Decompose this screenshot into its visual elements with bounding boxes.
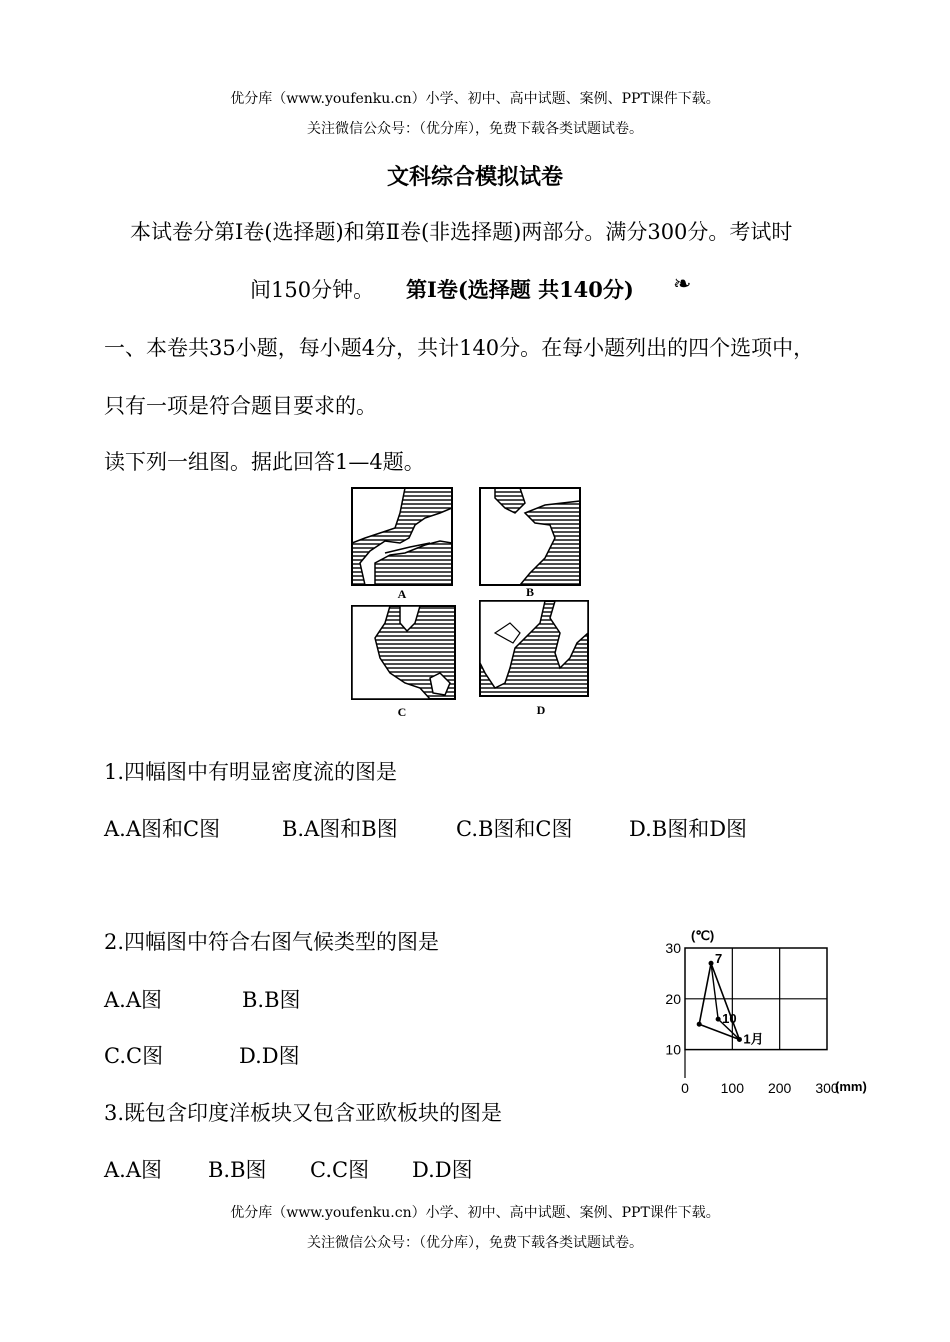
page-title: 文科综合模拟试卷 xyxy=(386,164,563,190)
chart-point-label: 10 xyxy=(722,1011,737,1027)
map-label-c: C xyxy=(397,705,407,719)
footer-line-1: 优分库（www.youfenku.cn）小学、初中、高中试题、案例、PPT课件下载。 xyxy=(230,1205,720,1221)
question-1-option-a[interactable]: A.A图和C图 xyxy=(104,817,221,841)
map-c xyxy=(352,606,455,699)
question-3-option-d[interactable]: D.D图 xyxy=(412,1158,473,1182)
question-3-option-a[interactable]: A.A图 xyxy=(104,1158,163,1182)
chart-y-tick-label: 20 xyxy=(665,990,681,1007)
chart-point-label: 7 xyxy=(715,951,723,967)
question-3-option-c[interactable]: C.C图 xyxy=(310,1158,370,1182)
question-2-option-c[interactable]: C.C图 xyxy=(104,1044,164,1068)
chart-grid xyxy=(665,940,838,1096)
four-maps-figure xyxy=(345,483,595,723)
question-2-option-a[interactable]: A.A图 xyxy=(104,988,163,1012)
question-1-option-d[interactable]: D.B图和D图 xyxy=(629,817,748,841)
chart-y-axis-label: (℃) xyxy=(691,928,715,943)
chart-y-tick-label: 30 xyxy=(665,940,681,956)
footer-line-2: 关注微信公众号：（优分库），免费下载各类试题试卷。 xyxy=(307,1235,643,1251)
instructions-line-2: 只有一项是符合题目要求的。 xyxy=(104,394,377,418)
intro-line-1: 本试卷分第Ⅰ卷(选择题)和第Ⅱ卷(非选择题)两部分。满分300分。考试时 xyxy=(130,220,793,244)
chart-x-tick-label: 300 xyxy=(815,1080,839,1096)
question-2-stem: 2.四幅图中符合右图气候类型的图是 xyxy=(104,930,440,954)
chart-point xyxy=(737,1037,742,1042)
chart-series-line xyxy=(699,963,739,1039)
question-1-option-c[interactable]: C.B图和C图 xyxy=(456,817,573,841)
question-1-stem: 1.四幅图中有明显密度流的图是 xyxy=(104,760,398,784)
header-line-1: 优分库（www.youfenku.cn）小学、初中、高中试题、案例、PPT课件下载。 xyxy=(230,91,720,107)
chart-y-tick-label: 10 xyxy=(665,1041,681,1058)
question-2-option-b[interactable]: B.B图 xyxy=(242,988,301,1012)
map-d xyxy=(480,601,588,696)
ornament-icon: ❧ xyxy=(673,272,692,297)
instructions-line-3: 读下列一组图。据此回答1—4题。 xyxy=(104,450,425,474)
climate-chart xyxy=(655,925,885,1100)
chart-point xyxy=(709,961,714,966)
intro-time: 间150分钟。 xyxy=(250,278,375,302)
map-label-b: B xyxy=(525,585,535,599)
question-2-option-d[interactable]: D.D图 xyxy=(239,1044,300,1068)
question-1-option-b[interactable]: B.A图和B图 xyxy=(282,817,398,841)
chart-point xyxy=(697,1022,702,1027)
header-line-2: 关注微信公众号：（优分库），免费下载各类试题试卷。 xyxy=(307,121,643,137)
question-3-option-b[interactable]: B.B图 xyxy=(208,1158,267,1182)
chart-x-tick-label: 0 xyxy=(681,1080,689,1096)
chart-x-tick-label: 200 xyxy=(767,1080,792,1096)
chart-x-tick-label: 100 xyxy=(720,1080,745,1096)
map-label-a: A xyxy=(397,587,407,601)
chart-point xyxy=(716,1017,721,1022)
map-a xyxy=(352,488,452,585)
chart-x-axis-label: (mm) xyxy=(835,1079,867,1094)
map-b xyxy=(480,488,580,585)
section-heading: 第Ⅰ卷(选择题 共140分) xyxy=(406,277,634,302)
map-label-d: D xyxy=(536,703,546,717)
instructions-line-1: 一、本卷共35小题，每小题4分，共计140分。在每小题列出的四个选项中， xyxy=(104,336,815,360)
question-3-stem: 3.既包含印度洋板块又包含亚欧板块的图是 xyxy=(104,1101,503,1125)
chart-point-label: 1月 xyxy=(743,1031,764,1047)
